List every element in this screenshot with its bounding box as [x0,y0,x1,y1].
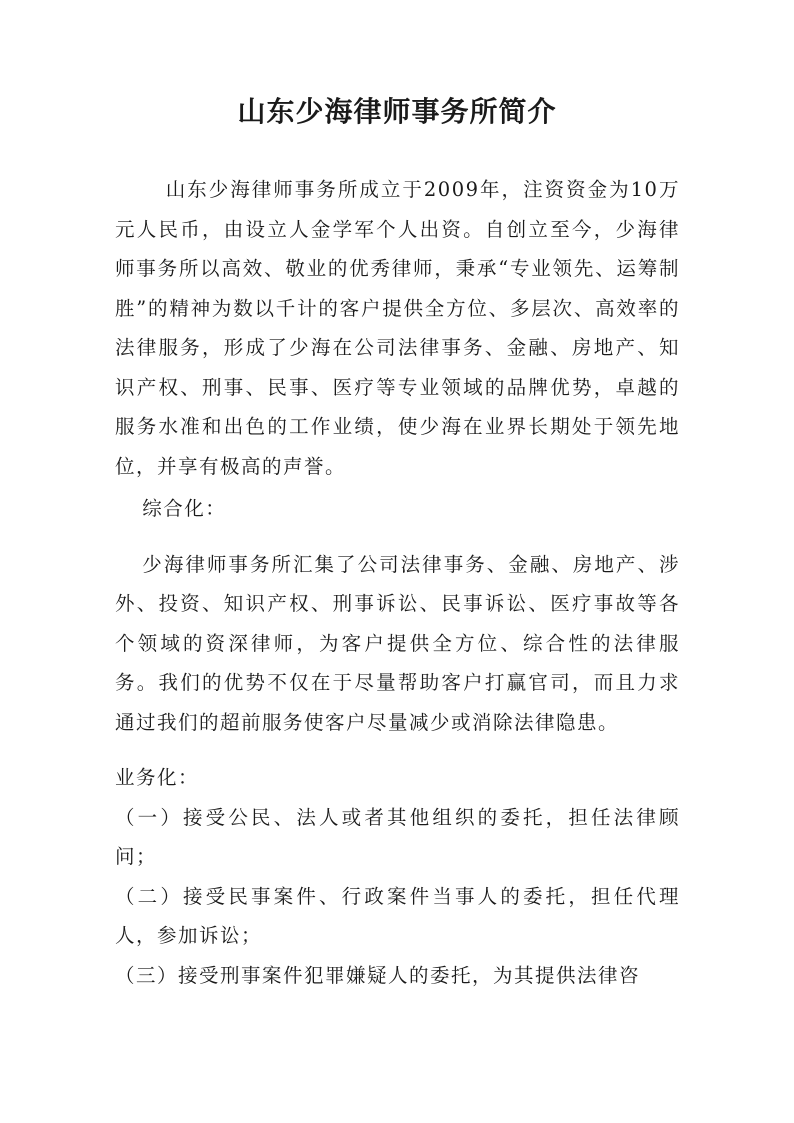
comprehensive-paragraph: 少海律师事务所汇集了公司法律事务、金融、房地产、涉外、投资、知识产权、刑事诉讼、民事诉讼、医疗事故等各个领域的资深律师，为客户提供全方位、综合性的法律服务。我们的优势不仅在于尽量帮助客户打赢官司，而且力求通过我们的超前服务使客户尽量减少或消除法律隐患。 [115,552,680,734]
business-item: （一）接受公民、法人或者其他组织的委托，担任法律顾问； [115,805,680,868]
intro-paragraph: 山东少海律师事务所成立于2009年，注资资金为10万元人民币，由设立人金学军个人出资。自创立至今，少海律师事务所以高效、敬业的优秀律师，秉承“专业领先、运筹制胜”的精神为数以千计的客户提供全方位、多层次、高效率的法律服务，形成了少海在公司法律事务、金融、房地产、知识产权、刑事、民事、医疗等专业领域的品牌优势，卓越的服务水准和出色的工作业绩，使少海在业界长期处于领先地位，并享有极高的声誉。 [115,178,680,478]
page-title: 山东少海律师事务所简介 [237,95,557,128]
document-body [115,170,680,995]
section-heading-business: 业务化： [115,766,200,789]
section-heading-comprehensive: 综合化： [142,497,227,520]
business-item: （三）接受刑事案件犯罪嫌疑人的委托，为其提供法律咨 [115,963,641,987]
business-item: （二）接受民事案件、行政案件当事人的委托，担任代理人，参加诉讼； [115,884,680,947]
